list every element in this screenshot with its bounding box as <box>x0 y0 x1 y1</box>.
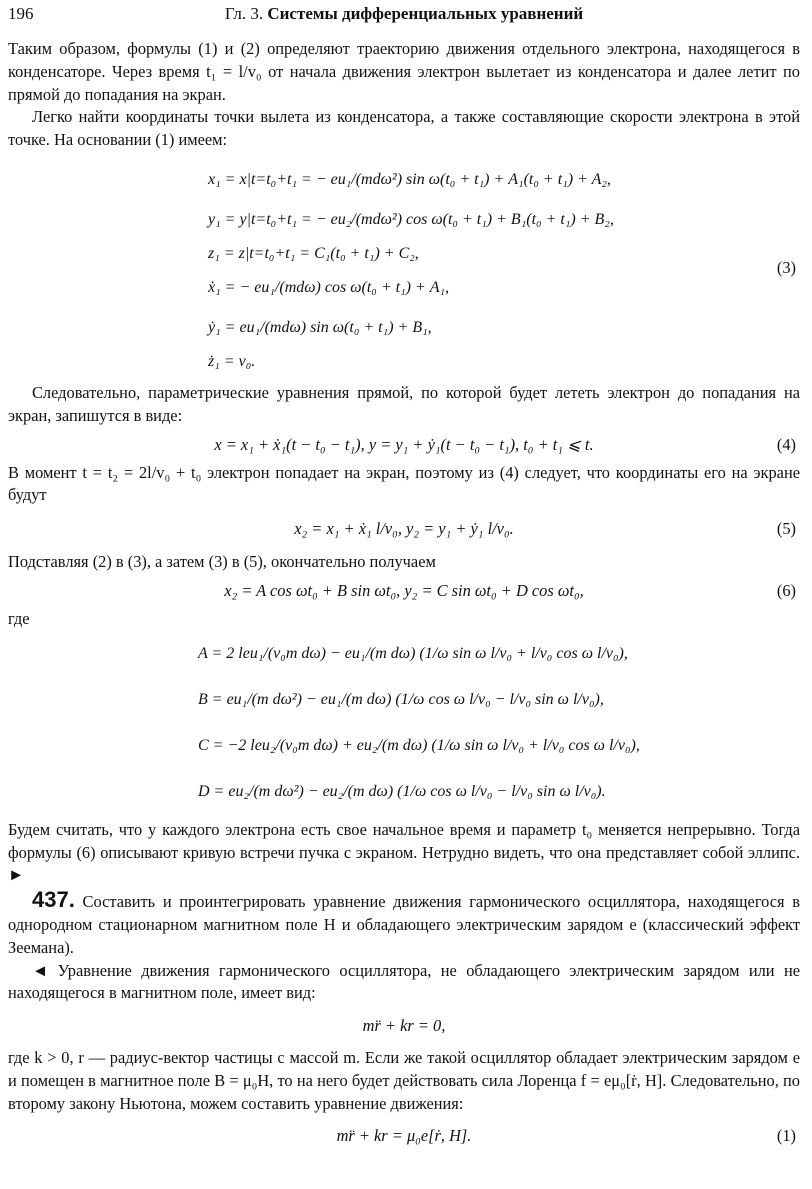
problem-437 <box>8 889 800 959</box>
eq3-x1: x₁ = x|t=t₀+t₁ = − eu₁/(mdω²) sin ω(t₀ + t₁) + A₁(t₀ + t₁) + A₂, <box>208 170 611 188</box>
eq3-xdot1: ẋ₁ = − eu₁/(mdω) cos ω(t₀ + t₁) + A₁, <box>208 278 450 296</box>
equation-5 <box>8 507 800 551</box>
equation-oscillator <box>8 1005 800 1047</box>
paragraph-6: Будем считать, что у каждого электрона есть свое начальное время и параметр t₀ меняется непрерывно. Тогда формулы (6) описывают кривую встречи пучка с экраном. Нетрудно видеть, что она представляет собой эллипс. ► <box>8 819 800 885</box>
eq6-text: x₂ = A cos ωt₀ + B sin ωt₀, y₂ = C sin ωt₀ + D cos ωt₀, <box>224 580 584 600</box>
equation-6 <box>8 574 800 608</box>
chapter-title: Системы дифференциальных уравнений <box>267 4 584 23</box>
paragraph-3: Следовательно, параметрические уравнения прямой, по которой будет лететь электрон до попадания на экран, запишутся в виде: <box>8 382 800 425</box>
eq3-y1: y₁ = y|t=t₀+t₁ = − eu₂/(mdω²) cos ω(t₀ + t₁) + B₁(t₀ + t₁) + B₂, <box>208 210 614 228</box>
equation-number-1: (1) <box>776 1125 796 1145</box>
eq3-zdot1: ż₁ = v₀. <box>208 352 256 370</box>
coef-b: B = eu₁/(m dω²) − eu₁/(m dω) (1/ω cos ω l/v₀ − l/v₀ sin ω l/v₀), <box>198 690 604 708</box>
paragraph-2: Легко найти координаты точки вылета из конденсатора, а также составляющие скорости электрона в этой точке. На основании (1) имеем: <box>8 107 800 150</box>
paragraph-7: ◄ Уравнение движения гармонического осциллятора, не обладающего электрическим зарядом или не находящегося в магнитном поле, имеет вид: <box>8 960 800 1003</box>
equation-number-4: (4) <box>776 434 796 454</box>
equation-3-block <box>8 160 800 376</box>
coefficients-block <box>8 631 800 815</box>
page-header <box>8 4 800 32</box>
page-number: 196 <box>8 4 34 23</box>
equation-1 <box>8 1116 800 1156</box>
where-label: где <box>8 608 30 628</box>
problem-text: Составить и проинтегрировать уравнение движения гармонического осциллятора, находящегося в однородном стационарном магнитном поле H и обладающего электрическим зарядом e (классический эффект Зеемана). <box>8 892 800 957</box>
paragraph-1: Таким образом, формулы (1) и (2) определяют траекторию движения отдельного электрона, находящегося в конденсаторе. Через время t₁ = l/v₀ от начала движения электрон вылетает из конденсатора и далее летит по прямой до попадания на экран. <box>8 39 800 104</box>
running-title <box>68 4 740 24</box>
equation-number-5: (5) <box>776 519 796 539</box>
coef-a: A = 2 leu₁/(v₀m dω) − eu₁/(m dω) (1/ω sin ω l/v₀ + l/v₀ cos ω l/v₀), <box>198 644 628 662</box>
eq3-ydot1: ẏ₁ = eu₁/(mdω) sin ω(t₀ + t₁) + B₁, <box>208 318 432 336</box>
equation-number-3: (3) <box>776 257 796 277</box>
problem-number: 437. <box>32 887 75 913</box>
equation-number-6: (6) <box>776 580 796 600</box>
paragraph-4: В момент t = t₂ = 2l/v₀ + t₀ электрон попадает на экран, поэтому из (4) следует, что координаты его на экране будут <box>8 462 800 505</box>
paragraph-5: Подставляя (2) в (3), а затем (3) в (5), окончательно получаем <box>8 552 436 572</box>
paragraph-8: где k > 0, r — радиус-вектор частицы с массой m. Если же такой осциллятор обладает электрическим зарядом e и помещен в магнитное поле B = μ₀H, то на него будет действовать сила Лоренца f = eμ₀[ṙ, H]. Следовательно, по второму закону Ньютона, можем составить уравнение движения: <box>8 1048 800 1113</box>
chapter-label: Гл. 3. <box>224 4 264 23</box>
equation-4 <box>8 428 800 462</box>
eq5-text: x₂ = x₁ + ẋ₁ l/v₀, y₂ = y₁ + ẏ₁ l/v₀. <box>294 519 514 539</box>
eq1-text: mr̈ + kr = μ₀e[ṙ, H]. <box>336 1125 472 1145</box>
eq4-text: x = x₁ + ẋ₁(t − t₀ − t₁), y = y₁ + ẏ₁(t − t₀ − t₁), t₀ + t₁ ⩽ t. <box>214 434 594 454</box>
eq-osc-text: mr̈ + kr = 0, <box>362 1016 446 1036</box>
eq3-z1: z₁ = z|t=t₀+t₁ = C₁(t₀ + t₁) + C₂, <box>208 244 419 262</box>
coef-c: C = −2 leu₂/(v₀m dω) + eu₂/(m dω) (1/ω sin ω l/v₀ + l/v₀ cos ω l/v₀), <box>198 736 640 754</box>
coef-d: D = eu₂/(m dω²) − eu₂/(m dω) (1/ω cos ω l/v₀ − l/v₀ sin ω l/v₀). <box>198 782 606 800</box>
